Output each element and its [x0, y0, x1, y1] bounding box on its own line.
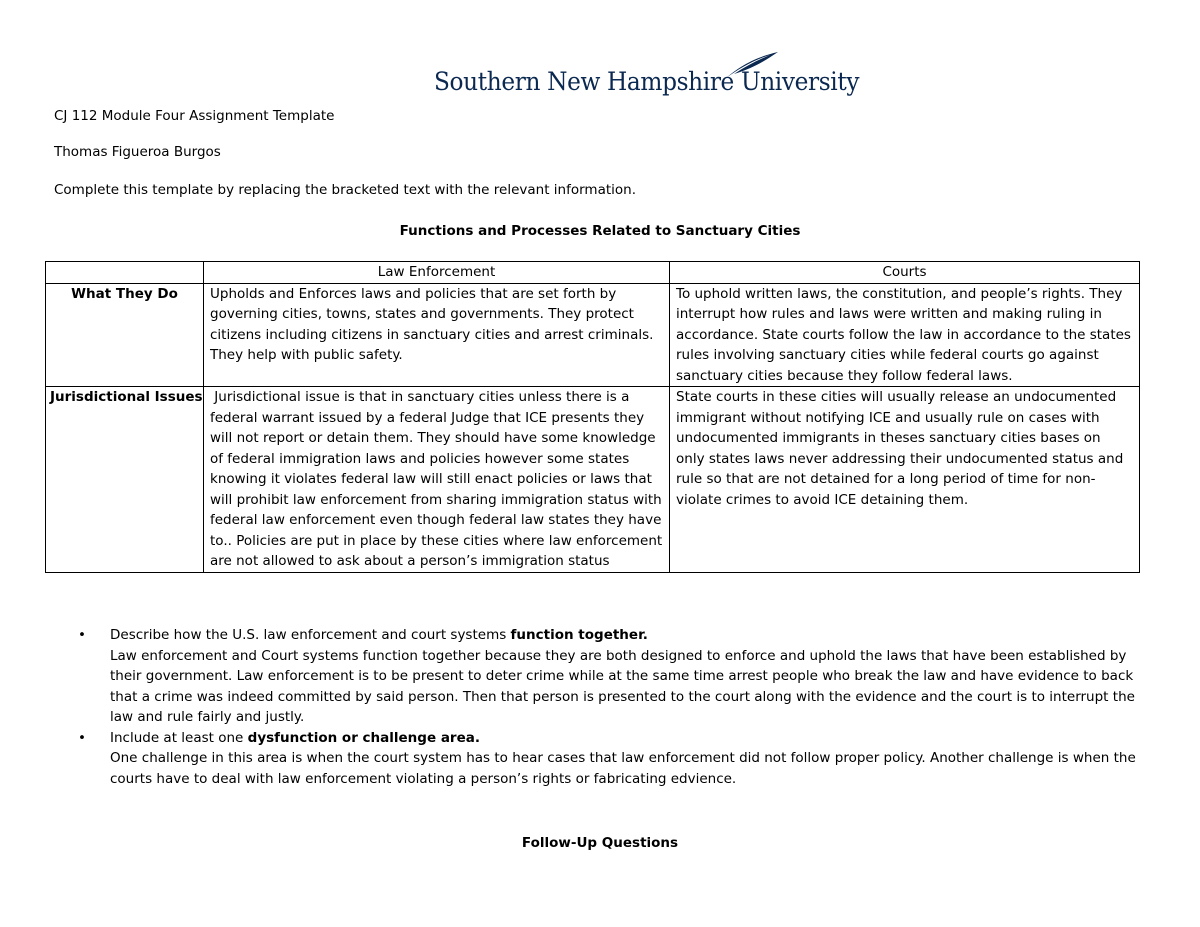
table-title: Functions and Processes Related to Sanctuary Cities [399, 223, 801, 239]
bullet-icon: • [78, 627, 86, 643]
courts-cell: State courts in these cities will usually release an undocumented immigrant without notifying ICE and usually rule on cases with undocumented immigrants in theses sanctuary cities bases on only states laws never addressing their undocumented status and rule so that are not detained for a long period of time for non-violate crimes to avoid ICE detaining them. [670, 387, 1140, 573]
logo-text: Southern New Hampshire University [434, 67, 860, 96]
corner-cell [46, 262, 204, 284]
row-label: What They Do [46, 283, 204, 387]
functions-table [45, 261, 1140, 573]
university-logo [434, 50, 860, 106]
table-row [46, 283, 1140, 387]
bullet-prompt [110, 728, 1138, 749]
instructions: Complete this template by replacing the bracketed text with the relevant information. [54, 182, 637, 198]
bullet-answer: One challenge in this area is when the court system has to hear cases that law enforcement did not follow proper policy. Another challenge is when the courts have to deal with law enforcement violating a person’s rights or fabricating edvience. [110, 750, 1136, 787]
bullet-icon: • [78, 729, 86, 746]
column-header-courts: Courts [670, 262, 1140, 284]
table-header-row [46, 262, 1140, 284]
student-name: Thomas Figueroa Burgos [54, 144, 221, 160]
list-item [78, 625, 1138, 728]
column-header-law-enforcement: Law Enforcement [204, 262, 670, 284]
bullet-answer: Law enforcement and Court systems function together because they are both designed to enforce and uphold the laws that have been established by their government. Law enforcement is to be present to deter crime while at the same time arrest people who break the law and have evidence to back that a crime was indeed committed by said person. Then that person is presented to the court along with the evidence and the court is to interrupt the law and rule fairly and justly. [110, 647, 1135, 725]
table-row [46, 387, 1140, 573]
row-label: Jurisdictional Issues [46, 387, 204, 573]
list-item [78, 728, 1138, 790]
follow-up-title: Follow-Up Questions [521, 835, 679, 851]
prompt-text: Describe how the U.S. law enforcement and court systems [110, 627, 511, 643]
law-enforcement-cell: Jurisdictional issue is that in sanctuary cities unless there is a federal warrant issued by a federal Judge that ICE presents they will not report or detain them. They should have some knowledge of federal immigration laws and policies however some states knowing it violates federal law will still enact policies or laws that will prohibit law enforcement from sharing immigration status with federal law enforcement even though federal law states they have to.. Policies are put in place by these cities where law enforcement are not allowed to ask about a person’s immigration status [204, 387, 670, 573]
courts-cell: To uphold written laws, the constitution, and people’s rights. They interrupt how rules and laws were written and making ruling in accordance. State courts follow the law in accordance to the states rules involving sanctuary cities while federal courts go against sanctuary cities because they follow federal laws. [670, 283, 1140, 387]
prompt-bold-text: dysfunction or challenge area. [247, 729, 480, 746]
bullet-list [78, 625, 1138, 789]
course-title: CJ 112 Module Four Assignment Template [54, 108, 335, 124]
prompt-bold-text: function together. [510, 627, 648, 643]
prompt-text: Include at least one [110, 729, 248, 746]
bullet-prompt [110, 625, 1138, 646]
law-enforcement-cell: Upholds and Enforces laws and policies that are set forth by governing cities, towns, states and governments. They protect citizens including citizens in sanctuary cities and arrest criminals. They help with public safety. [204, 283, 670, 387]
